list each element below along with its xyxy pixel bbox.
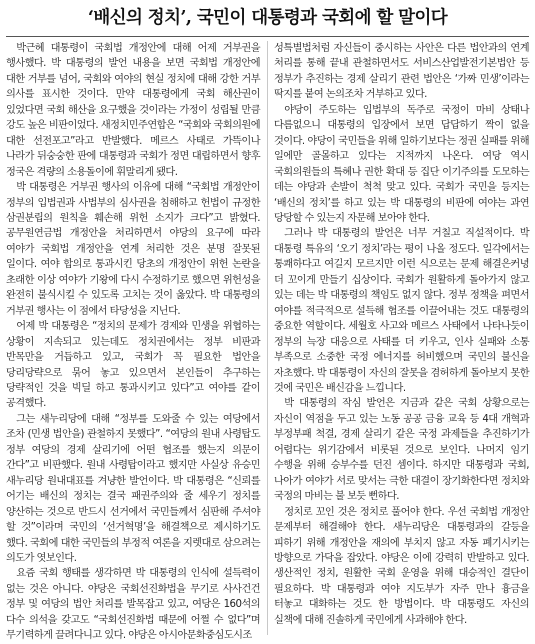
editorial-article bbox=[6, 3, 529, 642]
paragraph: 정치로 꼬인 것은 정치로 풀어야 한다. 우선 국회법 개정안 문제부터 해결해야 한다. 새누리당은 대통령과의 갈등을 피하기 위해 개정안을 재의에 부치지 않고 자동 폐기시키는 방향으로 가닥을 잡았다. 야당은 이에 강력히 반발하고 있다. 생산적인 정치, 원활한 국회 운영을 위해 대승적인 결단이 필요하다. 박 대통령과 여야 지도부가 자주 만나 흉금을 터놓고 대화하는 것도 한 방법이다. 박 대통령도 자신의 실책에 대해 진솔하게 국민에게 사과해야 한다. bbox=[274, 506, 529, 626]
right-column bbox=[274, 41, 529, 635]
paragraph: 박 대통령은 거부권 행사의 이유에 대해 “국회법 개정안이 정부의 입법권과 사법부의 심사권을 침해하고 헌법이 규정한 삼권분립의 원칙을 훼손해 위헌 소지가 크다”고 밝혔다. 공무원연금법 개정안을 처리하면서 야당의 요구에 따라 여야가 국회법 개정안을 연계 처리한 것은 분명 잘못된 일이다. 여야 합의로 통과시킨 당초의 개정안이 위헌 논란을 초래한 이상 여야가 기왕에 다시 수정하기로 했으면 위헌성을 완전히 불식시킬 수 있도록 고치는 것이 옳았다. 박 대통령의 거부권 행사는 이 점에서 타당성을 지닌다. bbox=[6, 182, 260, 317]
article-title: ‘배신의 정치’, 국민이 대통령과 국회에 할 말이다 bbox=[87, 8, 448, 28]
paragraph: 요즘 국회 행태를 생각하면 박 대통령의 인식에 설득력이 없는 것은 아니다. 야당은 국회선진화법을 무기로 사사건건 정부 및 여당의 법안 처리를 발목잡고 있고, 여당은 160석의 다수 의석을 갖고도 “국회선진화법 때문에 어쩔 수 없다”며 무기력하게 끌려다니고 있다. 야당은 아시아문화중심도시조 bbox=[6, 568, 260, 642]
paragraph: 박 대통령의 작심 발언은 지금과 같은 국회 상황으로는 자신이 역점을 두고 있는 노동 공공 금융 교육 등 4대 개혁과 부정부패 척결, 경제 살리기 같은 국정 과제들을 추진하기가 어렵다는 위기감에서 비롯된 것으로 보인다. 나머지 임기 수행을 위해 승부수를 던진 셈이다. 하지만 대통령과 국회, 나아가 여야가 서로 맞서는 극한 대결이 장기화한다면 정치와 국정의 마비는 불 보듯 뻔하다. bbox=[274, 398, 529, 503]
paragraph: 어제 박 대통령은 “정치의 문제가 경제와 민생을 위협하는 상황이 지속되고 있는데도 정치권에서는 정부 비판과 반목만을 거듭하고 있고, 국회가 꼭 필요한 법안을 당리당략으로 묶어 놓고 있으면서 본인들이 추구하는 당략적인 것을 빅딜 하고 통과시키고 있다”고 여야를 같이 공격했다. bbox=[6, 321, 260, 410]
paragraph: 야당이 주도하는 입법부의 독주로 국정이 마비 상태나 다름없으니 대통령의 입장에서 보면 답답하기 짝이 없을 것이다. 야당이 국민들을 위해 일하기보다는 정권 실패를 위해 일에만 골몰하고 있다는 지적까지 나온다. 여당 역시 국회의원들의 특혜나 권한 확대 등 집단 이기주의를 도모하는 데는 야당과 손발이 척척 맞고 있다. 국회가 국민을 등지는 ‘배신의 정치’를 하고 있는 박 대통령의 비판에 여야는 과연 당당할 수 있는지 자문해 보아야 한다. bbox=[274, 104, 529, 224]
column-divider bbox=[267, 41, 268, 635]
paragraph: 박근혜 대통령이 국회법 개정안에 대해 어제 거부권을 행사했다. 박 대통령의 발언 내용을 보면 국회법 개정안에 대한 거부를 넘어, 국회와 여야의 현실 정치에 대해 강한 거부 의사를 표시한 것이다. 만약 대통령에게 국회 해산권이 있었다면 국회 해산을 요구했을 것이라는 가정이 성립될 만큼 강도 높은 비판이었다. 새정치민주연합은 “국회와 국회의원에 대한 선전포고”라고 반발했다. 메르스 사태로 가뜩이나 나라가 뒤숭숭한 판에 대통령과 국회가 정면 대립하면서 향후 정국은 격량의 소용돌이에 휘말리게 됐다. bbox=[6, 43, 260, 178]
paragraph: 그러나 박 대통령의 발언은 너무 거칠고 직설적이다. 박 대통령 특유의 ‘오기 정치’라는 평이 나올 정도다. 일각에서는 통쾌하다고 여길지 모르지만 이런 식으로는 문제 해결은커녕 더 꼬이게 만들기 십상이다. 국회가 원활하게 돌아가지 않고 있는 데는 박 대통령의 책임도 없지 않다. 정부 정책을 펴면서 여야를 적극적으로 설득해 협조를 이끌어내는 것도 대통령의 중요한 역할이다. 세월호 사고와 메르스 사태에서 나타나듯이 정부의 늑장 대응으로 사태를 더 키우고, 인사 실패와 소통 부족으로 소중한 국정 에너지를 허비했으며 국민의 불신을 자초했다. 박 대통령이 자신의 잘못을 겸허하게 돌아보지 못한 것에 국민은 배신감을 느낍니다. bbox=[274, 228, 529, 394]
paragraph-continued: 성특별법처럼 자신들이 중시하는 사안은 다른 법안과의 연계 처리를 통해 끝내 관철하면서도 서비스산업발전기본법안 등 정부가 추진하는 경제 살리기 관련 법안은 ‘가짜 민생’이라는 딱지를 붙여 논의조차 거부하고 있다. bbox=[274, 43, 529, 101]
left-column bbox=[6, 41, 260, 642]
title-divider bbox=[6, 36, 529, 37]
paragraph: 그는 새누리당에 대해 “정부를 도와줄 수 있는 여당에서 조차 (민생 법안을) 관철하지 못했다”. “여당의 원내 사령탑도 정부 여당의 경제 살리기에 어떤 협조를 했는지 의문이 간다”고 비판했다. 원내 사령탑이라고 했지만 사실상 유승민 새누리당 원내대표를 겨냥한 발언이다. 박 대통령은 “신뢰를 어기는 배신의 정치는 결국 패권주의와 줄 세우기 정치를 양산하는 것으로 반드시 선거에서 국민들께서 심판해 주셔야 할 것”이라며 국민의 ‘선거혁명’을 해결책으로 제시하기도 했다. 국회에 대한 국민들의 부정적 여론을 지렛대로 삼으려는 의도가 엿보인다. bbox=[6, 413, 260, 564]
